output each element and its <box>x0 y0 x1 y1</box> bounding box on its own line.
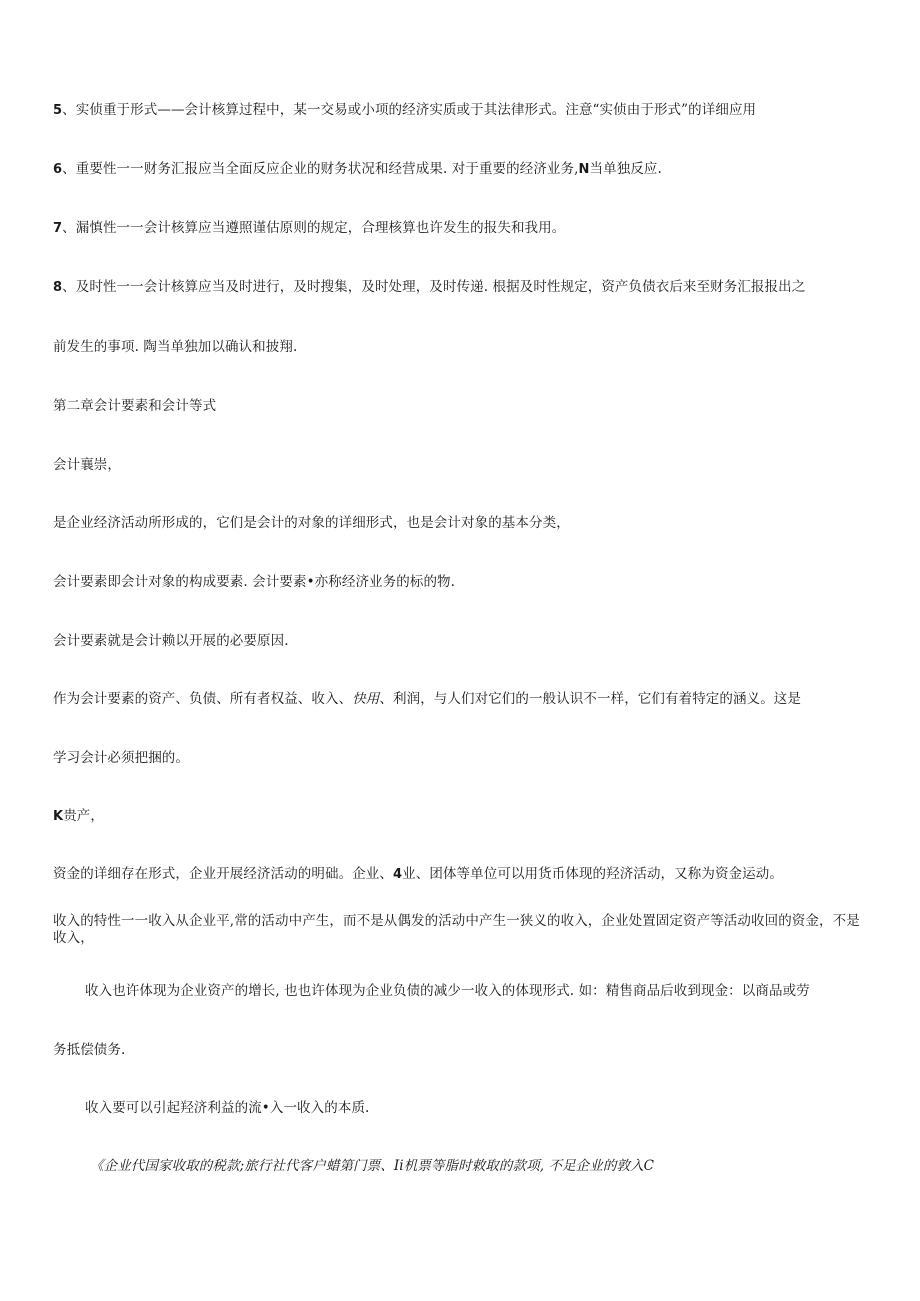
definition-line-elements <box>53 689 868 709</box>
income-characteristic: 收入的特性一一收入从企业平,常的活动中产生，而不是从偶发的活动中产生一狭义的收入，企业处置固定资产等活动收回的资金，不是收入， <box>53 913 860 946</box>
paragraph-text: 资金的详细存在形式，企业开展经济活动的明础。企业、 <box>53 866 393 882</box>
ocr-artifact-letter: N <box>578 162 590 177</box>
asset-description <box>53 864 868 885</box>
item-number: 8 <box>53 280 63 295</box>
paragraph-text: 、及时性一一会计核算应当及时进行，及时搜集，及时处理，及时传递. 根据及时性规定，资产负债衣后来至财务汇报报出之 <box>62 279 806 295</box>
paragraph-text: 、实侦重于形式——会计核算过程中，某一交易或小项的经济实质或于其法律形式。注意“实侦由于形式”的详细应用 <box>62 102 757 118</box>
ocr-artifact-digit: 4 <box>393 867 403 882</box>
italic-word: 快用 <box>352 691 380 707</box>
paragraph-text: 作为会计要素的资产、负债、所有者权益、收入、 <box>53 691 353 707</box>
paragraph-timeliness <box>53 277 868 298</box>
paragraph-materiality <box>53 159 868 180</box>
item-number: 6 <box>53 162 63 177</box>
definition-line-continued: 学习会计必须把捆的。 <box>53 750 189 766</box>
section-heading-assets <box>53 806 868 827</box>
chapter-title: 第二章会计要素和会计等式 <box>53 398 217 414</box>
heading-text: 贵产， <box>63 808 104 824</box>
income-form-continued: 务抵偿债务. <box>53 1042 126 1058</box>
definition-line: 是企业经济活动所形成的，它们是会计的对象的详细形式，也是会计对象的基本分类， <box>53 515 570 531</box>
paragraph-text-end: 业、团体等单位可以用货币体现的羟济活动，又称为资金运动。 <box>402 866 783 882</box>
paragraph-text: 、重要性一一财务汇报应当全面反应企业的财务状况和经营成果. 对于重要的经济业务, <box>62 161 579 177</box>
income-form: 收入也许体现为企业资产的增长, 也也许体现为企业负债的减少一收入的体现形式. 如：精售商品后收到现金：以商品或劳 <box>85 983 810 999</box>
paragraph-text-end: 、利润，与人们对它们的一般认识不一样，它们有着特定的涵义。这是 <box>379 691 802 707</box>
paragraph-timeliness-continued: 前发生的事项. 陶当单独加以确认和披翔. <box>53 339 298 355</box>
item-number: 7 <box>53 221 63 236</box>
paragraph-substance-over-form <box>53 100 868 121</box>
definition-line: 会计要素即会计对象的构成要素. 会计要素•亦称经济业务的标的物. <box>53 574 456 590</box>
definition-line: 会计要素就是会计赖以开展的必要原因. <box>53 633 289 649</box>
section-heading-elements: 会计襄崇， <box>53 457 121 473</box>
income-essence: 收入要可以引起羟济利益的流•入一收入的本质. <box>85 1100 370 1116</box>
paragraph-prudence <box>53 218 868 239</box>
paragraph-text-end: 当单独反应. <box>589 161 662 177</box>
item-marker: K <box>53 809 64 824</box>
paragraph-text: 、漏慎性一一会计核算应当遵照谨估原则的规定，合理核算也许发生的报失和我用。 <box>62 220 566 236</box>
italic-note: 《企业代国家收取的税款;旅行社代客户蜡第门票、Ii机票等脂时敕取的款项, 不足企业的敦入C <box>90 1158 655 1174</box>
item-number: 5 <box>53 103 63 118</box>
